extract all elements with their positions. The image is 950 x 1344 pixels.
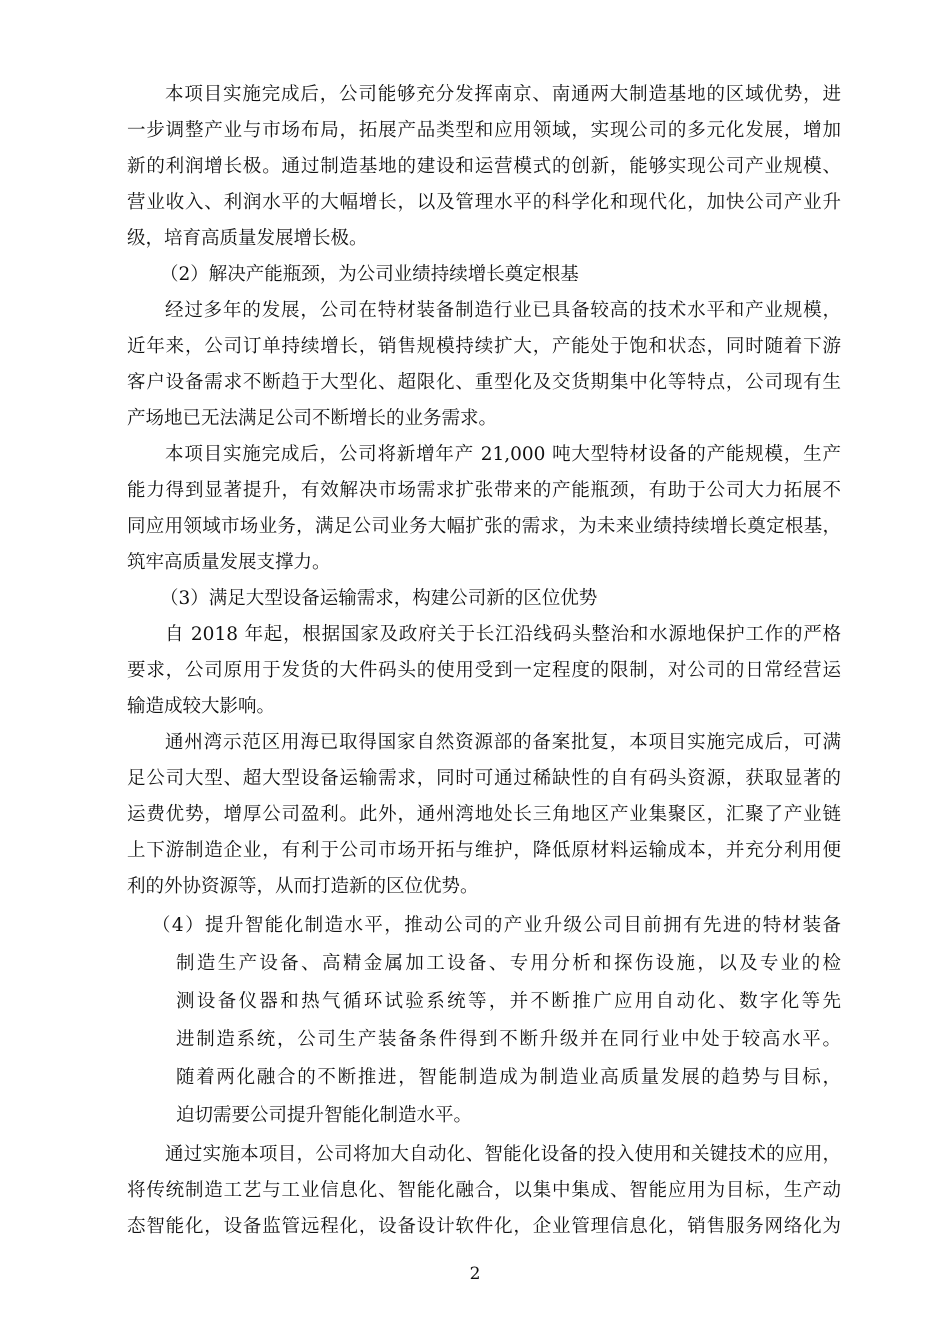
text-line: 本项目实施完成后，公司将新增年产 21,000 吨大型特材设备的产能规模，生产 <box>165 444 841 465</box>
text-line: 利的外协资源等，从而打造新的区位优势。 <box>127 876 479 897</box>
text-line: 态智能化，设备监管远程化，设备设计软件化，企业管理信息化，销售服务网络化为 <box>127 1216 841 1237</box>
paragraph <box>127 437 841 581</box>
text-line: 进制造系统，公司生产装备条件得到不断升级并在同行业中处于较高水平。 <box>176 1029 841 1050</box>
text-line: 经过多年的发展，公司在特材装备制造行业已具备较高的技术水平和产业规模， <box>165 300 841 321</box>
text-line: 一步调整产业与市场布局，拓展产品类型和应用领域，实现公司的多元化发展，增加 <box>127 120 841 141</box>
text-line: 本项目实施完成后，公司能够充分发挥南京、南通两大制造基地的区域优势，进 <box>165 84 841 105</box>
text-line: 营业收入、利润水平的大幅增长，以及管理水平的科学化和现代化，加快公司产业升 <box>127 192 841 213</box>
text-line: 自 2018 年起，根据国家及政府关于长江沿线码头整治和水源地保护工作的严格 <box>165 624 841 645</box>
text-line: 筑牢高质量发展支撑力。 <box>127 552 331 573</box>
text-line: 迫切需要公司提升智能化制造水平。 <box>176 1105 473 1126</box>
text-line: 同应用领域市场业务，满足公司业务大幅扩张的需求，为未来业绩持续增长奠定根基， <box>127 516 841 537</box>
text-line: 产场地已无法满足公司不断增长的业务需求。 <box>127 408 498 429</box>
text-line: 能力得到显著提升，有效解决市场需求扩张带来的产能瓶颈，有助于公司大力拓展不 <box>127 480 841 501</box>
text-line: 输造成较大影响。 <box>127 696 276 717</box>
text-line: （3）满足大型设备运输需求，构建公司新的区位优势 <box>160 588 598 609</box>
text-line: 测设备仪器和热气循环试验系统等，并不断推广应用自动化、数字化等先 <box>176 991 841 1012</box>
text-line: 上下游制造企业，有利于公司市场开拓与维护，降低原材料运输成本，并充分利用便 <box>127 840 841 861</box>
paragraph <box>127 617 841 725</box>
text-line: 通过实施本项目，公司将加大自动化、智能化设备的投入使用和关键技术的应用， <box>165 1144 841 1165</box>
paragraph <box>127 77 841 257</box>
text-line: 通州湾示范区用海已取得国家自然资源部的备案批复，本项目实施完成后，可满 <box>165 732 841 753</box>
text-line: 近年来，公司订单持续增长，销售规模持续扩大，产能处于饱和状态，同时随着下游 <box>127 336 841 357</box>
document-body <box>127 77 841 1245</box>
text-line: 客户设备需求不断趋于大型化、超限化、重型化及交货期集中化等特点，公司现有生 <box>127 372 841 393</box>
text-line: 要求，公司原用于发货的大件码头的使用受到一定程度的限制，对公司的日常经营运 <box>127 660 841 681</box>
text-line: 足公司大型、超大型设备运输需求，同时可通过稀缺性的自有码头资源，获取显著的 <box>127 768 841 789</box>
paragraph <box>127 1137 841 1245</box>
text-line: 新的利润增长极。通过制造基地的建设和运营模式的创新，能够实现公司产业规模、 <box>127 156 841 177</box>
paragraph <box>127 725 841 905</box>
list-item <box>127 907 841 1135</box>
text-line: （4）提升智能化制造水平，推动公司的产业升级公司目前拥有先进的特材装备 <box>152 915 841 936</box>
page-number: 2 <box>469 1264 481 1284</box>
text-line: 随着两化融合的不断推进，智能制造成为制造业高质量发展的趋势与目标， <box>176 1067 841 1088</box>
section-heading <box>127 581 841 617</box>
paragraph <box>127 293 841 437</box>
text-line: 级，培育高质量发展增长极。 <box>127 228 368 249</box>
section-heading <box>127 257 841 293</box>
text-line: 将传统制造工艺与工业信息化、智能化融合，以集中集成、智能应用为目标，生产动 <box>127 1180 841 1201</box>
text-line: 制造生产设备、高精金属加工设备、专用分析和探伤设施，以及专业的检 <box>176 953 841 974</box>
text-line: （2）解决产能瓶颈，为公司业绩持续增长奠定根基 <box>160 264 579 285</box>
text-line: 运费优势，增厚公司盈利。此外，通州湾地处长三角地区产业集聚区，汇聚了产业链 <box>127 804 841 825</box>
